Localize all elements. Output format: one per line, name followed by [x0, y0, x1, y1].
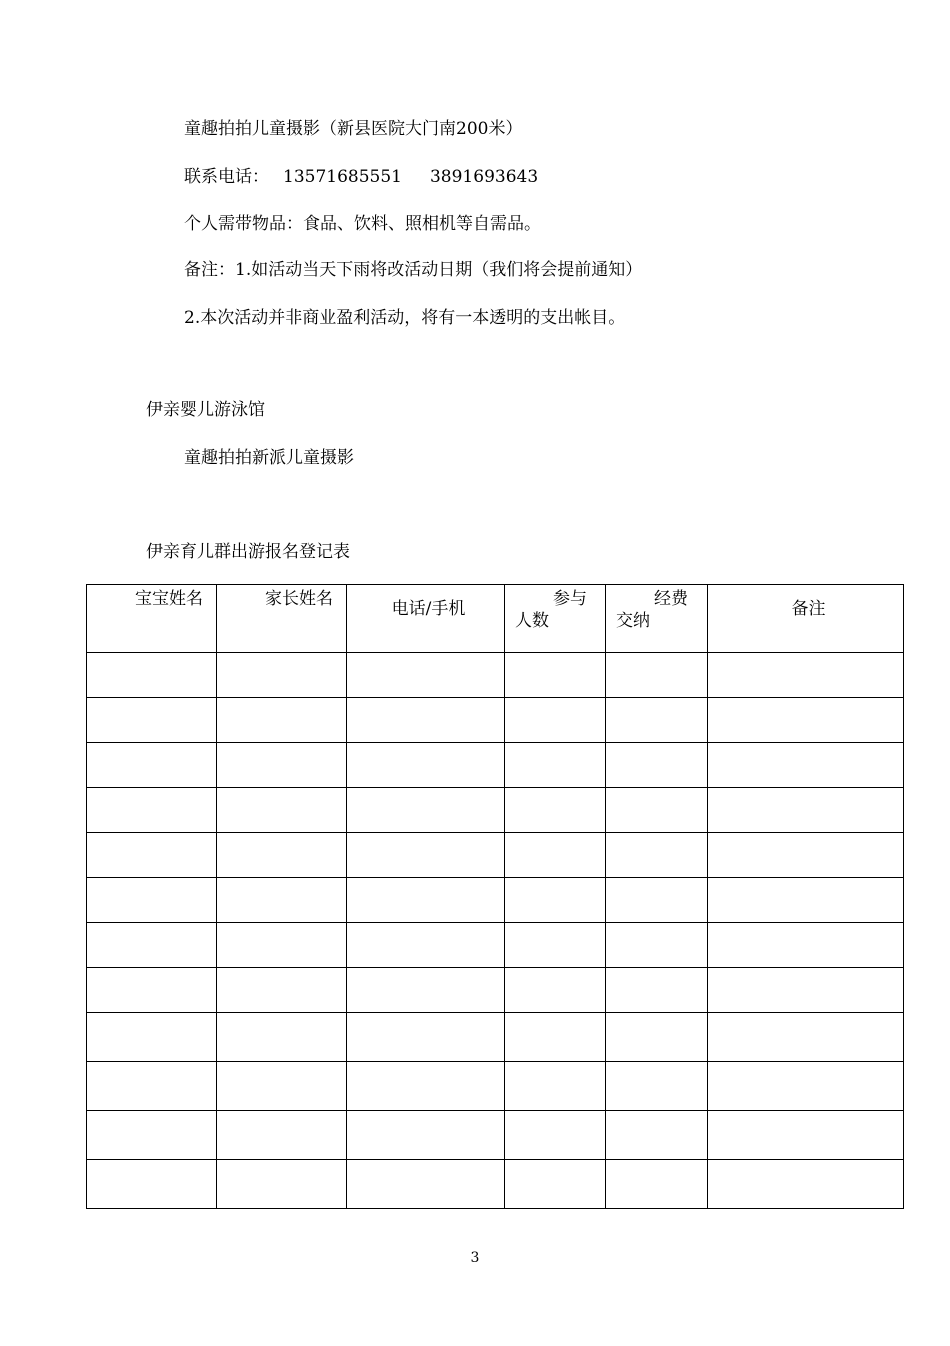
table-row	[87, 1160, 904, 1209]
phone-number-2: 3891693643	[429, 167, 539, 187]
header-parent-name: 家长姓名	[217, 585, 347, 653]
header-remarks: 备注	[708, 585, 904, 653]
table-header-row	[87, 585, 904, 653]
table-row	[87, 968, 904, 1013]
table-row	[87, 698, 904, 743]
organizer-swimming: 伊亲婴儿游泳馆	[146, 400, 265, 420]
table-row	[87, 1111, 904, 1160]
table-row	[87, 653, 904, 698]
page-number: 3	[470, 1250, 480, 1266]
contact-phones	[184, 166, 538, 188]
table-row	[87, 743, 904, 788]
header-phone: 电话/手机	[347, 585, 505, 653]
table-row	[87, 788, 904, 833]
table-row	[87, 878, 904, 923]
table-row	[87, 1013, 904, 1062]
form-title: 伊亲育儿群出游报名登记表	[146, 542, 350, 562]
registration-table	[86, 584, 904, 1209]
note-1: 备注：1.如活动当天下雨将改活动日期（我们将会提前通知）	[184, 260, 643, 280]
header-participants: 参与人数	[505, 585, 606, 653]
studio-address: 童趣拍拍儿童摄影（新县医院大门南200米）	[184, 119, 523, 139]
table-row	[87, 923, 904, 968]
table-row	[87, 833, 904, 878]
note-2: 2.本次活动并非商业盈利活动，将有一本透明的支出帐目。	[184, 308, 626, 328]
phone-number-1: 13571685551	[283, 167, 402, 187]
table-row	[87, 1062, 904, 1111]
items-to-bring: 个人需带物品：食品、饮料、照相机等自需品。	[184, 214, 541, 234]
header-fee-paid: 经费交纳	[606, 585, 708, 653]
organizer-photo: 童趣拍拍新派儿童摄影	[184, 448, 354, 468]
header-baby-name: 宝宝姓名	[87, 585, 217, 653]
contact-label: 联系电话：	[184, 167, 269, 187]
